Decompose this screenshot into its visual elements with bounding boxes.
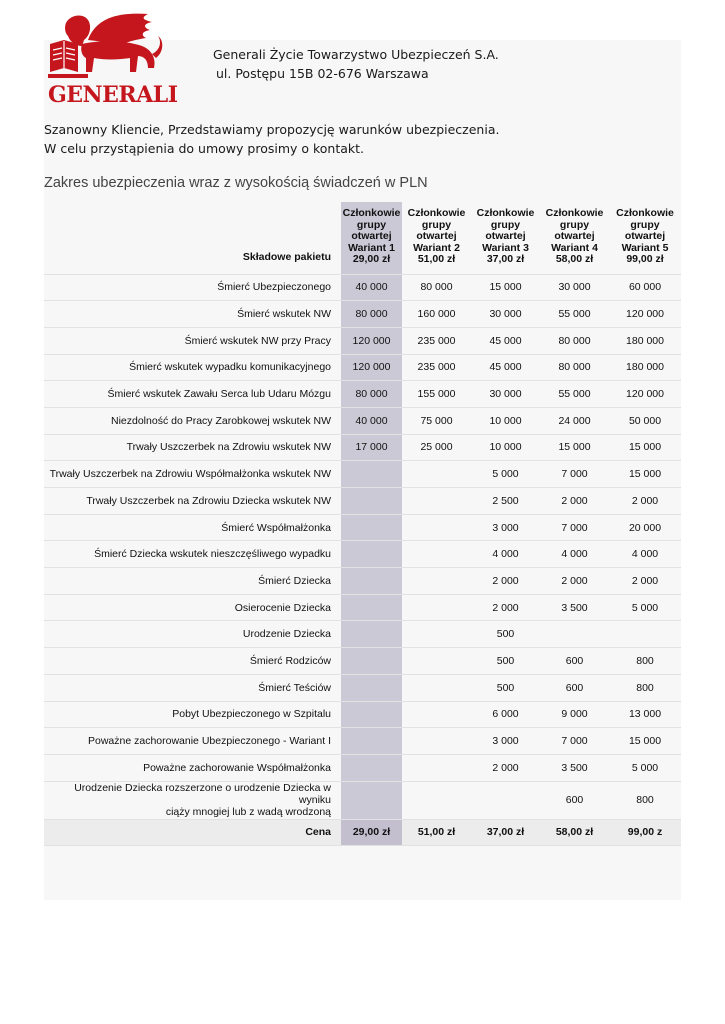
cell-variant-4: 9 000 [540,701,609,728]
cell-variant-4: 7 000 [540,728,609,755]
company-info [213,45,499,83]
company-name: Generali Życie Towarzystwo Ubezpieczeń S.A. [213,47,499,62]
table-row [44,514,681,541]
table-row [44,354,681,381]
price-variant-5: 99,00 z [609,819,681,845]
table-row [44,327,681,354]
cell-variant-2: 160 000 [402,301,471,328]
cell-variant-3: 500 [471,648,540,675]
cell-variant-3 [471,781,540,819]
row-label: Urodzenie Dziecka rozszerzone o urodzenie Dziecka w wyniku ciąży mnogiej lub z wadą wrodzoną [44,781,341,819]
intro-text [44,120,499,158]
cell-variant-5: 2 000 [609,488,681,515]
cell-variant-2 [402,674,471,701]
lion-icon [48,10,164,82]
cell-variant-4: 80 000 [540,327,609,354]
cell-variant-3: 4 000 [471,541,540,568]
cell-variant-1 [341,781,402,819]
header-variant-5: Członkowie grupy otwartej Wariant 5 99,00 zł [609,202,681,274]
cell-variant-4: 3 500 [540,754,609,781]
price-label: Cena [44,819,341,845]
section-title: Zakres ubezpieczenia wraz z wysokością świadczeń w PLN [44,175,428,191]
cell-variant-5: 120 000 [609,301,681,328]
table-row [44,728,681,755]
cell-variant-4: 3 500 [540,594,609,621]
cell-variant-5: 13 000 [609,701,681,728]
cell-variant-4: 600 [540,781,609,819]
cell-variant-3: 500 [471,674,540,701]
header-variant-1: Członkowie grupy otwartej Wariant 1 29,00 zł [341,202,402,274]
cell-variant-5: 60 000 [609,274,681,301]
row-label: Śmierć wskutek NW [44,301,341,328]
cell-variant-4: 55 000 [540,301,609,328]
cell-variant-4: 7 000 [540,461,609,488]
cell-variant-2: 80 000 [402,274,471,301]
cell-variant-5: 50 000 [609,407,681,434]
cell-variant-1 [341,568,402,595]
cell-variant-5: 800 [609,648,681,675]
table-row [44,274,681,301]
intro-line-1: Szanowny Kliencie, Przedstawiamy propozycję warunków ubezpieczenia. [44,122,500,137]
row-label: Śmierć Ubezpieczonego [44,274,341,301]
table-row [44,488,681,515]
cell-variant-5: 800 [609,674,681,701]
table-row [44,434,681,461]
cell-variant-2 [402,461,471,488]
cell-variant-2: 75 000 [402,407,471,434]
cell-variant-4: 600 [540,674,609,701]
cell-variant-2 [402,568,471,595]
cell-variant-2 [402,488,471,515]
cell-variant-2 [402,514,471,541]
cell-variant-3: 500 [471,621,540,648]
row-label: Urodzenie Dziecka [44,621,341,648]
row-label: Trwały Uszczerbek na Zdrowiu Współmałżonka wskutek NW [44,461,341,488]
cell-variant-5 [609,621,681,648]
cell-variant-2: 235 000 [402,327,471,354]
cell-variant-1 [341,514,402,541]
cell-variant-1: 40 000 [341,407,402,434]
price-variant-2: 51,00 zł [402,819,471,845]
cell-variant-4: 24 000 [540,407,609,434]
table-row [44,407,681,434]
cell-variant-4: 4 000 [540,541,609,568]
cell-variant-5: 5 000 [609,754,681,781]
cell-variant-2 [402,541,471,568]
cell-variant-1 [341,701,402,728]
row-label: Niezdolność do Pracy Zarobkowej wskutek NW [44,407,341,434]
cell-variant-1: 40 000 [341,274,402,301]
cell-variant-5: 180 000 [609,354,681,381]
cell-variant-5: 20 000 [609,514,681,541]
cell-variant-1 [341,621,402,648]
cell-variant-5: 2 000 [609,568,681,595]
row-label: Śmierć Dziecka wskutek nieszczęśliwego wypadku [44,541,341,568]
row-label: Śmierć Dziecka [44,568,341,595]
row-label: Osierocenie Dziecka [44,594,341,621]
row-label: Śmierć Rodziców [44,648,341,675]
table-row [44,754,681,781]
table-row [44,461,681,488]
cell-variant-3: 2 500 [471,488,540,515]
cell-variant-1: 120 000 [341,354,402,381]
cell-variant-4: 2 000 [540,488,609,515]
table-row [44,781,681,819]
cell-variant-1 [341,461,402,488]
cell-variant-3: 30 000 [471,301,540,328]
cell-variant-5: 4 000 [609,541,681,568]
cell-variant-3: 2 000 [471,594,540,621]
row-label: Śmierć Teściów [44,674,341,701]
cell-variant-5: 120 000 [609,381,681,408]
cell-variant-1 [341,728,402,755]
cell-variant-2 [402,621,471,648]
header-variant-4: Członkowie grupy otwartej Wariant 4 58,00 zł [540,202,609,274]
cell-variant-4: 30 000 [540,274,609,301]
price-variant-1: 29,00 zł [341,819,402,845]
cell-variant-1 [341,648,402,675]
cell-variant-3: 10 000 [471,407,540,434]
cell-variant-5: 180 000 [609,327,681,354]
cell-variant-4: 55 000 [540,381,609,408]
cell-variant-3: 2 000 [471,754,540,781]
cell-variant-4: 80 000 [540,354,609,381]
row-label: Śmierć wskutek NW przy Pracy [44,327,341,354]
cell-variant-2 [402,648,471,675]
cell-variant-3: 2 000 [471,568,540,595]
row-label: Śmierć wskutek Zawału Serca lub Udaru Mózgu [44,381,341,408]
cell-variant-3: 3 000 [471,728,540,755]
cell-variant-3: 30 000 [471,381,540,408]
row-label: Trwały Uszczerbek na Zdrowiu wskutek NW [44,434,341,461]
cell-variant-1 [341,541,402,568]
row-label: Poważne zachorowanie Ubezpieczonego - Wariant I [44,728,341,755]
cell-variant-1 [341,594,402,621]
cell-variant-2 [402,594,471,621]
cell-variant-4 [540,621,609,648]
table-row [44,541,681,568]
table-header-row [44,202,681,274]
table-row [44,568,681,595]
cell-variant-2: 155 000 [402,381,471,408]
cell-variant-3: 3 000 [471,514,540,541]
intro-line-2: W celu przystąpienia do umowy prosimy o kontakt. [44,141,365,156]
cell-variant-3: 45 000 [471,327,540,354]
company-address: ul. Postępu 15B 02-676 Warszawa [216,66,429,81]
cell-variant-1: 17 000 [341,434,402,461]
row-label: Poważne zachorowanie Współmałżonka [44,754,341,781]
header-label: Składowe pakietu [44,202,341,274]
table-row [44,648,681,675]
cell-variant-3: 10 000 [471,434,540,461]
row-label: Trwały Uszczerbek na Zdrowiu Dziecka wskutek NW [44,488,341,515]
cell-variant-5: 800 [609,781,681,819]
cell-variant-4: 15 000 [540,434,609,461]
table-row [44,701,681,728]
row-label: Śmierć wskutek wypadku komunikacyjnego [44,354,341,381]
cell-variant-1: 120 000 [341,327,402,354]
cell-variant-3: 5 000 [471,461,540,488]
cell-variant-1 [341,674,402,701]
cell-variant-5: 15 000 [609,461,681,488]
table-row [44,381,681,408]
table-row [44,674,681,701]
cell-variant-3: 6 000 [471,701,540,728]
cell-variant-5: 15 000 [609,728,681,755]
cell-variant-1: 80 000 [341,381,402,408]
row-label: Pobyt Ubezpieczonego w Szpitalu [44,701,341,728]
table-row [44,301,681,328]
table-row [44,621,681,648]
price-row [44,819,681,845]
generali-logo [48,10,178,108]
cell-variant-5: 15 000 [609,434,681,461]
cell-variant-2: 25 000 [402,434,471,461]
cell-variant-2 [402,754,471,781]
cell-variant-4: 7 000 [540,514,609,541]
price-variant-3: 37,00 zł [471,819,540,845]
cell-variant-2 [402,701,471,728]
cell-variant-4: 2 000 [540,568,609,595]
coverage-table [44,202,681,846]
cell-variant-5: 5 000 [609,594,681,621]
header-variant-2: Członkowie grupy otwartej Wariant 2 51,00 zł [402,202,471,274]
cell-variant-2 [402,781,471,819]
row-label: Śmierć Współmałżonka [44,514,341,541]
cell-variant-3: 45 000 [471,354,540,381]
header-variant-3: Członkowie grupy otwartej Wariant 3 37,00 zł [471,202,540,274]
cell-variant-1: 80 000 [341,301,402,328]
table-row [44,594,681,621]
logo-wordmark: GENERALI [48,82,178,108]
cell-variant-2: 235 000 [402,354,471,381]
price-variant-4: 58,00 zł [540,819,609,845]
cell-variant-1 [341,488,402,515]
cell-variant-2 [402,728,471,755]
cell-variant-1 [341,754,402,781]
cell-variant-3: 15 000 [471,274,540,301]
cell-variant-4: 600 [540,648,609,675]
